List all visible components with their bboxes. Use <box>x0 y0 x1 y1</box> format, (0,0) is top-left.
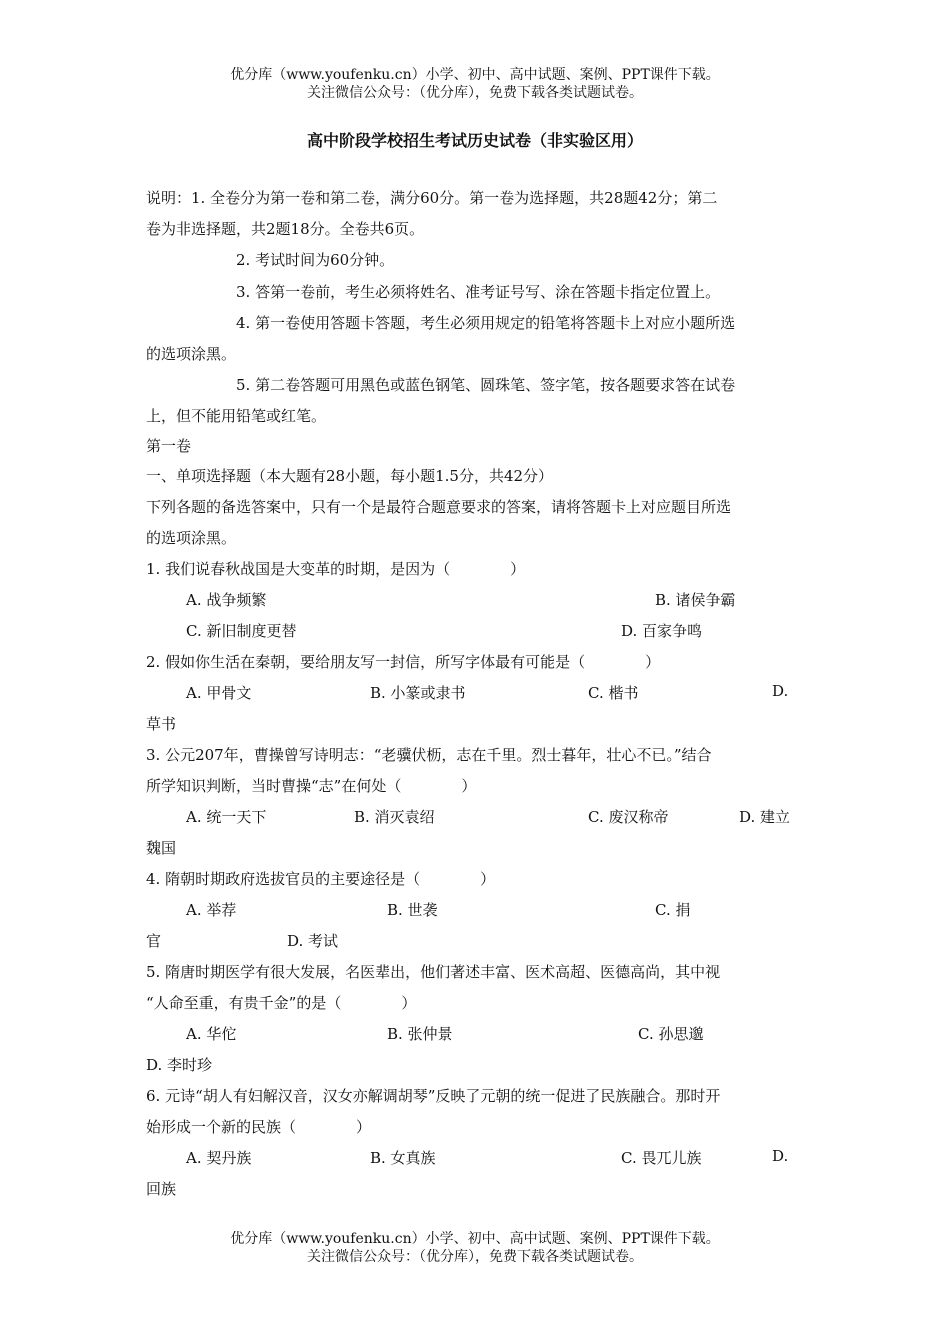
q1-option-c: C. 新旧制度更替 <box>186 622 297 640</box>
note-line-1: 说明：1. 全卷分为第一卷和第二卷，满分60分。第一卷为选择题，共28题42分；第二 <box>146 189 718 207</box>
question-5-line-2: “人命至重，有贵千金”的是（ ） <box>146 994 417 1012</box>
q1-option-d: D. 百家争鸣 <box>621 622 703 640</box>
q3-option-c: C. 废汉称帝 <box>588 808 669 826</box>
q5-option-c: C. 孙思邈 <box>638 1025 704 1043</box>
q6-option-c: C. 畏兀儿族 <box>621 1149 702 1167</box>
note-line-7: 5. 第二卷答题可用黑色或蓝色钢笔、圆珠笔、签字笔，按各题要求答在试卷 <box>236 376 736 394</box>
q2-option-d-text: 草书 <box>146 715 177 733</box>
q2-option-b: B. 小篆或隶书 <box>370 684 466 702</box>
question-3-line-2: 所学知识判断，当时曹操“志”在何处（ ） <box>146 777 477 795</box>
q6-option-b: B. 女真族 <box>370 1149 436 1167</box>
q3-option-d-text: 魏国 <box>146 839 177 857</box>
q2-option-d-label: D. <box>772 682 789 700</box>
q6-option-d-label: D. <box>772 1147 789 1165</box>
q6-option-a: A. 契丹族 <box>186 1149 252 1167</box>
question-6-line-1: 6. 元诗“胡人有妇解汉音，汉女亦解调胡琴”反映了元朝的统一促进了民族融合。那时开 <box>146 1087 721 1105</box>
section-heading: 一、单项选择题（本大题有28小题，每小题1.5分，共42分） <box>146 467 554 485</box>
q5-option-d: D. 李时珍 <box>146 1056 213 1074</box>
question-3-line-1: 3. 公元207年，曹操曾写诗明志：“老骥伏枥，志在千里。烈士暮年，壮心不已。”结合 <box>146 746 712 764</box>
question-1: 1. 我们说春秋战国是大变革的时期，是因为（ ） <box>146 560 526 578</box>
q3-option-a: A. 统一天下 <box>186 808 267 826</box>
header-line-1: 优分库（www.youfenku.cn）小学、初中、高中试题、案例、PPT课件下载。 <box>230 67 720 83</box>
q3-option-b: B. 消灭袁绍 <box>354 808 435 826</box>
q6-option-d-text: 回族 <box>146 1180 177 1198</box>
question-2: 2. 假如你生活在秦朝，要给朋友写一封信，所写字体最有可能是（ ） <box>146 653 661 671</box>
q4-option-c-text: 官 <box>146 932 162 950</box>
q4-option-c-label: C. 捐 <box>655 901 691 919</box>
q4-option-d: D. 考试 <box>287 932 339 950</box>
q1-option-b: B. 诸侯争霸 <box>655 591 736 609</box>
q4-option-b: B. 世袭 <box>387 901 438 919</box>
section-instruction-1: 下列各题的备选答案中，只有一个是最符合题意要求的答案，请将答题卡上对应题目所选 <box>146 498 732 516</box>
header-line-2: 关注微信公众号：（优分库），免费下载各类试题试卷。 <box>307 85 643 101</box>
q2-option-c: C. 楷书 <box>588 684 639 702</box>
footer-line-1: 优分库（www.youfenku.cn）小学、初中、高中试题、案例、PPT课件下载。 <box>230 1231 720 1247</box>
question-6-line-2: 始形成一个新的民族（ ） <box>146 1118 372 1136</box>
note-line-8: 上，但不能用铅笔或红笔。 <box>146 407 327 425</box>
q5-option-a: A. 华佗 <box>186 1025 237 1043</box>
section-instruction-2: 的选项涂黑。 <box>146 529 237 547</box>
q4-option-a: A. 举荐 <box>186 901 237 919</box>
page-title: 高中阶段学校招生考试历史试卷（非实验区用） <box>306 131 643 150</box>
note-line-3: 2. 考试时间为60分钟。 <box>236 251 395 269</box>
volume-heading: 第一卷 <box>146 437 192 455</box>
q5-option-b: B. 张仲景 <box>387 1025 453 1043</box>
question-5-line-1: 5. 隋唐时期医学有很大发展，名医辈出，他们著述丰富、医术高超、医德高尚，其中视 <box>146 963 721 981</box>
q1-option-a: A. 战争频繁 <box>186 591 267 609</box>
footer-line-2: 关注微信公众号：（优分库），免费下载各类试题试卷。 <box>307 1249 643 1265</box>
q3-option-d-label: D. 建立 <box>739 808 791 826</box>
note-line-4: 3. 答第一卷前，考生必须将姓名、准考证号写、涂在答题卡指定位置上。 <box>236 283 721 301</box>
q2-option-a: A. 甲骨文 <box>186 684 252 702</box>
note-line-6: 的选项涂黑。 <box>146 345 237 363</box>
note-line-5: 4. 第一卷使用答题卡答题，考生必须用规定的铅笔将答题卡上对应小题所选 <box>236 314 736 332</box>
note-line-2: 卷为非选择题，共2题18分。全卷共6页。 <box>146 220 425 238</box>
question-4: 4. 隋朝时期政府选拔官员的主要途径是（ ） <box>146 870 496 888</box>
